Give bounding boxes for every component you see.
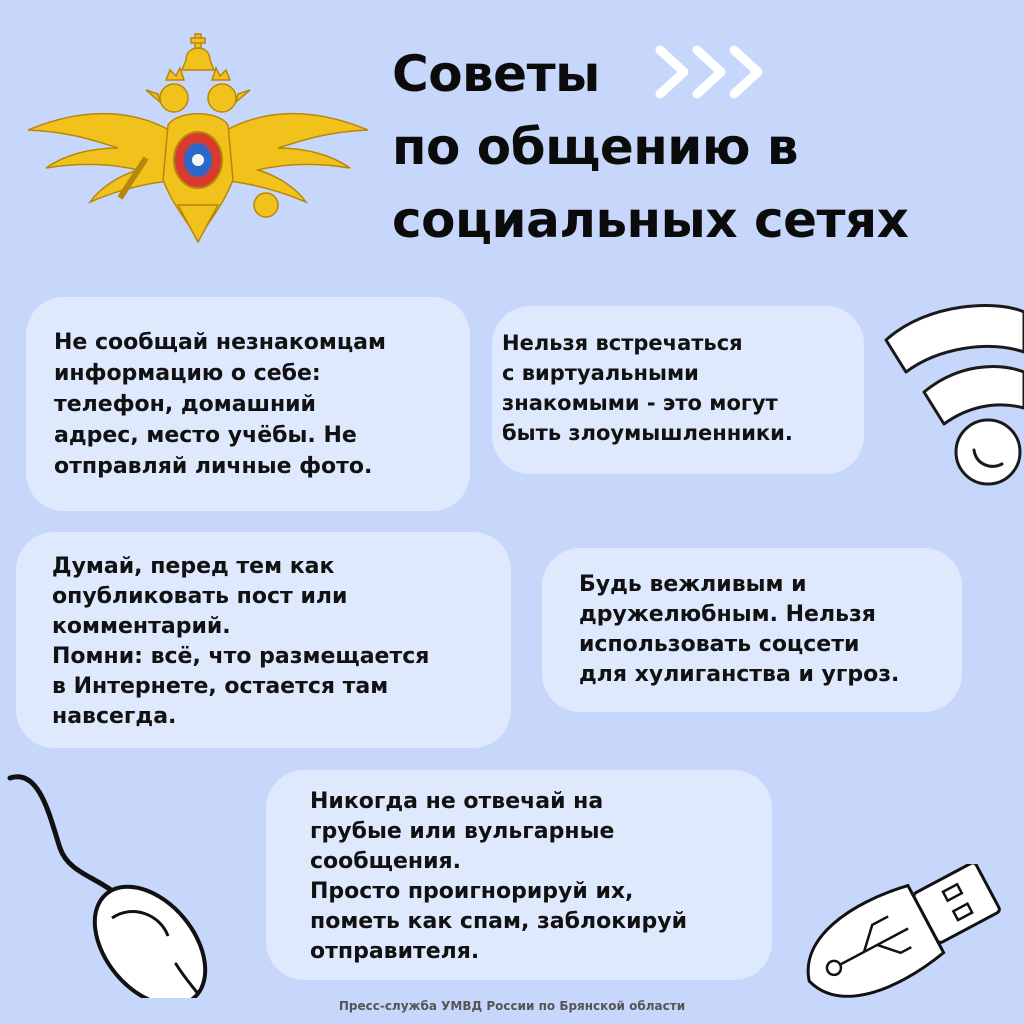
footer-credit: Пресс-служба УМВД России по Брянской области — [338, 999, 686, 1013]
advice-card — [492, 306, 864, 474]
advice-text: Никогда не отвечай на грубые или вульгарные сообщения. Просто проигнорируй их, пометь как спам, заблокируй отправителя. — [310, 789, 688, 964]
page-title — [392, 38, 908, 257]
advice-text: Будь вежливым и дружелюбным. Нельзя использовать соцсети для хулиганства и угроз. — [579, 572, 900, 687]
title-line: Советы — [392, 45, 600, 103]
advice-text: Нельзя встречаться с виртуальными знакомыми - это могут быть злоумышленники. — [502, 331, 793, 445]
advice-text: Не сообщай незнакомцам информацию о себе: телефон, домашний адрес, место учёбы. Не отправляй личные фото. — [54, 330, 386, 479]
mvd-emblem-icon — [28, 30, 368, 245]
wifi-icon — [878, 300, 1024, 490]
advice-card — [542, 548, 962, 712]
advice-card — [266, 770, 772, 980]
chevrons-icon — [652, 44, 772, 100]
advice-card — [16, 532, 511, 748]
title-line: социальных сетях — [392, 191, 909, 249]
title-line: по общению в — [392, 118, 798, 176]
computer-mouse-icon — [0, 768, 230, 998]
advice-card — [26, 297, 470, 511]
usb-flash-drive-icon — [780, 864, 1024, 1004]
advice-text: Думай, перед тем как опубликовать пост или комментарий. Помни: всё, что размещается в Интернете, остается там навсегда. — [52, 554, 430, 729]
